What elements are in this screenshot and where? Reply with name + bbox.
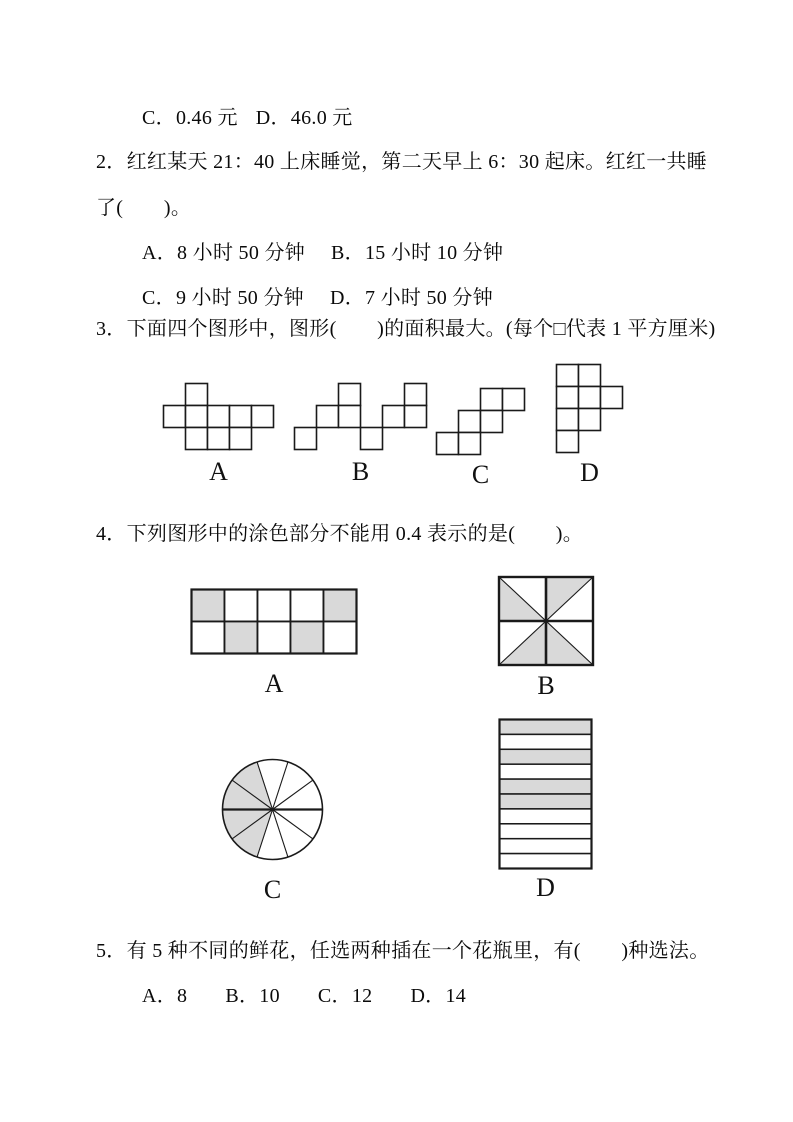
q1-options-row: [142, 106, 353, 130]
q3-stem: 3．下面四个图形中，图形( )的面积最大。(每个□代表 1 平方厘米): [96, 318, 716, 340]
q3-figure-d: [555, 363, 624, 486]
q3-figure-a-label: A: [209, 457, 228, 486]
q3-figure-b-svg: [293, 382, 428, 451]
q4-stem: 4．下列图形中的涂色部分不能用 0.4 表示的是( )。: [96, 523, 584, 545]
q4-figure-d-svg: [498, 718, 593, 870]
q3-figure-d-label: D: [580, 458, 599, 487]
q4-figure-a-label: A: [264, 669, 284, 698]
q1-option-d: D．46.0 元: [255, 107, 353, 129]
q2-stem-line2: 了( )。: [96, 197, 192, 219]
q3-figure-c-svg: [435, 387, 526, 456]
q4-figure-c-svg: [221, 758, 324, 861]
q3-figure-a: [162, 382, 275, 485]
q4-figure-b-label: B: [537, 671, 555, 700]
q3-figure-b: [293, 382, 428, 485]
q2-option-b: B．15 小时 10 分钟: [331, 242, 504, 264]
q4-figure-d-label: D: [536, 873, 555, 902]
q5-options-row: [142, 984, 466, 1008]
q3-figure-c-label: C: [471, 460, 490, 489]
q3-figure-c: [435, 387, 526, 488]
q5-option-c: C．12: [317, 985, 373, 1007]
q5-option-d: D．14: [410, 985, 467, 1007]
q5-stem: 5．有 5 种不同的鲜花，任选两种插在一个花瓶里，有( )种选法。: [96, 940, 710, 962]
q4-figure-d: [498, 718, 593, 901]
q2-option-a: A．8 小时 50 分钟: [142, 242, 306, 264]
q4-figure-c: [221, 758, 324, 903]
q1-option-c: C．0.46 元: [142, 107, 238, 129]
q2-option-d: D．7 小时 50 分钟: [329, 287, 493, 309]
q5-option-b: B．10: [225, 985, 280, 1007]
q3-figure-a-svg: [162, 382, 275, 451]
q2-option-c: C．9 小时 50 分钟: [142, 287, 304, 309]
q2-stem-line1: 2．红红某天 21：40 上床睡觉，第二天早上 6：30 起床。红红一共睡: [96, 151, 708, 173]
q4-figure-a-svg: [190, 588, 358, 655]
q4-figure-b: [497, 575, 595, 699]
q4-figure-a: [190, 588, 358, 697]
q4-figure-b-svg: [497, 575, 595, 667]
q2-options-row2: [142, 286, 493, 310]
q3-figure-b-label: B: [351, 457, 370, 486]
q5-option-a: A．8: [142, 985, 188, 1007]
q2-options-row1: [142, 241, 503, 265]
q4-figure-c-label: C: [263, 875, 282, 904]
q3-figure-d-svg: [555, 363, 624, 454]
